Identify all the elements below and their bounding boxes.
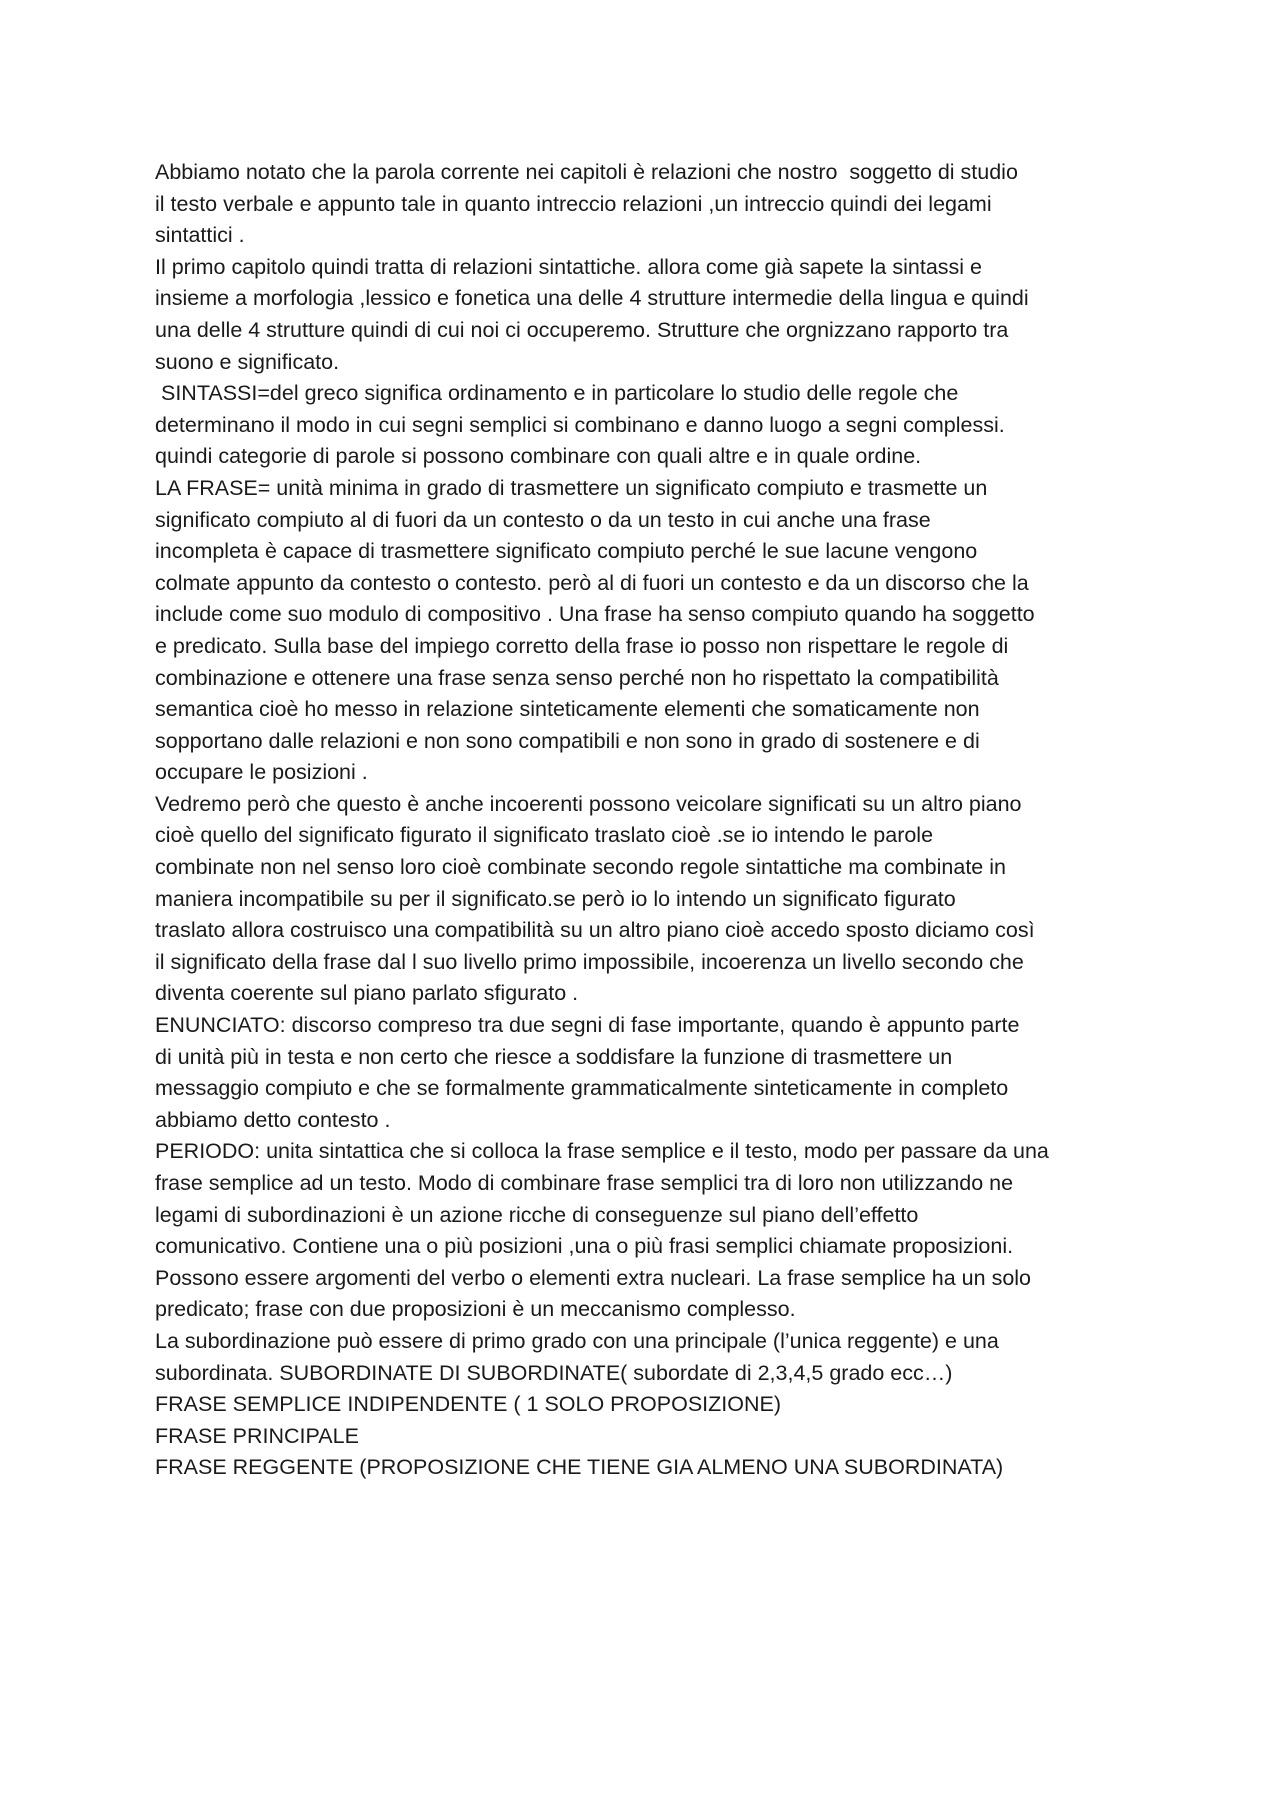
text-line: La subordinazione può essere di primo grado con una principale (l’unica reggente) e una [155,1328,999,1353]
document-body [155,157,1145,1484]
text-line: combinate non nel senso loro cioè combinate secondo regole sintattiche ma combinate in [155,855,1006,880]
text-line: una delle 4 strutture quindi di cui noi ci occuperemo. Strutture che orgnizzano rapporto tra [155,317,1009,342]
text-line: FRASE REGGENTE (PROPOSIZIONE CHE TIENE GIA ALMENO UNA SUBORDINATA) [155,1455,1004,1480]
text-line: FRASE PRINCIPALE [155,1423,359,1448]
text-line: Vedremo però che questo è anche incoerenti possono veicolare significati su un altro piano [155,791,1022,816]
text-line: SINTASSI=del greco significa ordinamento e in particolare lo studio delle regole che [155,381,959,406]
text-line: comunicativo. Contiene una o più posizioni ,una o più frasi semplici chiamate proposizioni. [155,1234,1014,1259]
text-line: sintattici . [155,223,245,248]
text-line: significato compiuto al di fuori da un contesto o da un testo in cui anche una frase [155,507,931,532]
text-line: il significato della frase dal l suo livello primo impossibile, incoerenza un livello secondo che [155,949,1024,974]
text-line: Possono essere argomenti del verbo o elementi extra nucleari. La frase semplice ha un solo [155,1265,1032,1290]
text-line: subordinata. SUBORDINATE DI SUBORDINATE( subordate di 2,3,4,5 grado ecc…) [155,1360,953,1385]
text-line: Abbiamo notato che la parola corrente nei capitoli è relazioni che nostro soggetto di studio [155,160,1018,184]
text-line: Il primo capitolo quindi tratta di relazioni sintattiche. allora come già sapete la sintassi e [155,254,982,279]
text-line: suono e significato. [155,349,340,374]
text-line: semantica cioè ho messo in relazione sinteticamente elementi che somaticamente non [155,697,980,722]
text-line: sopportano dalle relazioni e non sono compatibili e non sono in grado di sostenere e di [155,728,980,753]
text-line: il testo verbale e appunto tale in quanto intreccio relazioni ,un intreccio quindi dei legami [155,191,992,216]
text-line: legami di subordinazioni è un azione ricche di conseguenze sul piano dell’effetto [155,1202,919,1227]
text-line: quindi categorie di parole si possono combinare con quali altre e in quale ordine. [155,444,922,469]
text-line: combinazione e ottenere una frase senza senso perché non ho rispettato la compatibilità [155,665,999,690]
text-line: LA FRASE= unità minima in grado di trasmettere un significato compiuto e trasmette un [155,475,988,500]
text-line: include come suo modulo di compositivo . Una frase ha senso compiuto quando ha soggetto [155,602,1035,627]
text-line: maniera incompatibile su per il significato.se però io lo intendo un significato figurato [155,886,956,911]
text-line: colmate appunto da contesto o contesto. però al di fuori un contesto e da un discorso che la [155,570,1029,595]
text-line: di unità più in testa e non certo che riesce a soddisfare la funzione di trasmettere un [155,1044,953,1069]
text-line: frase semplice ad un testo. Modo di combinare frase semplici tra di loro non utilizzando ne [155,1171,1014,1195]
text-line: determinano il modo in cui segni semplici si combinano e danno luogo a segni complessi. [155,412,1005,437]
text-line: traslato allora costruisco una compatibilità su un altro piano cioè accedo sposto diciamo così [155,918,1035,943]
text-line: abbiamo detto contesto . [155,1107,391,1132]
text-line: cioè quello del significato figurato il significato traslato cioè .se io intendo le parole [155,823,934,848]
text-line: ENUNCIATO: discorso compreso tra due segni di fase importante, quando è appunto parte [155,1013,1020,1038]
text-line: insieme a morfologia ,lessico e fonetica una delle 4 strutture intermedie della lingua e quindi [155,286,1029,311]
text-line: diventa coerente sul piano parlato sfigurato . [155,981,579,1006]
text-line: incompleta è capace di trasmettere significato compiuto perché le sue lacune vengono [155,539,978,564]
text-line: PERIODO: unita sintattica che si colloca la frase semplice e il testo, modo per passare da una [155,1139,1049,1164]
text-line: messaggio compiuto e che se formalmente grammaticalmente sinteticamente in completo [155,1076,1009,1101]
text-line: FRASE SEMPLICE INDIPENDENTE ( 1 SOLO PROPOSIZIONE) [155,1392,782,1417]
text-line: e predicato. Sulla base del impiego corretto della frase io posso non rispettare le regole di [155,633,1009,658]
text-line: occupare le posizioni . [155,760,368,785]
text-line: predicato; frase con due proposizioni è un meccanismo complesso. [155,1297,796,1322]
